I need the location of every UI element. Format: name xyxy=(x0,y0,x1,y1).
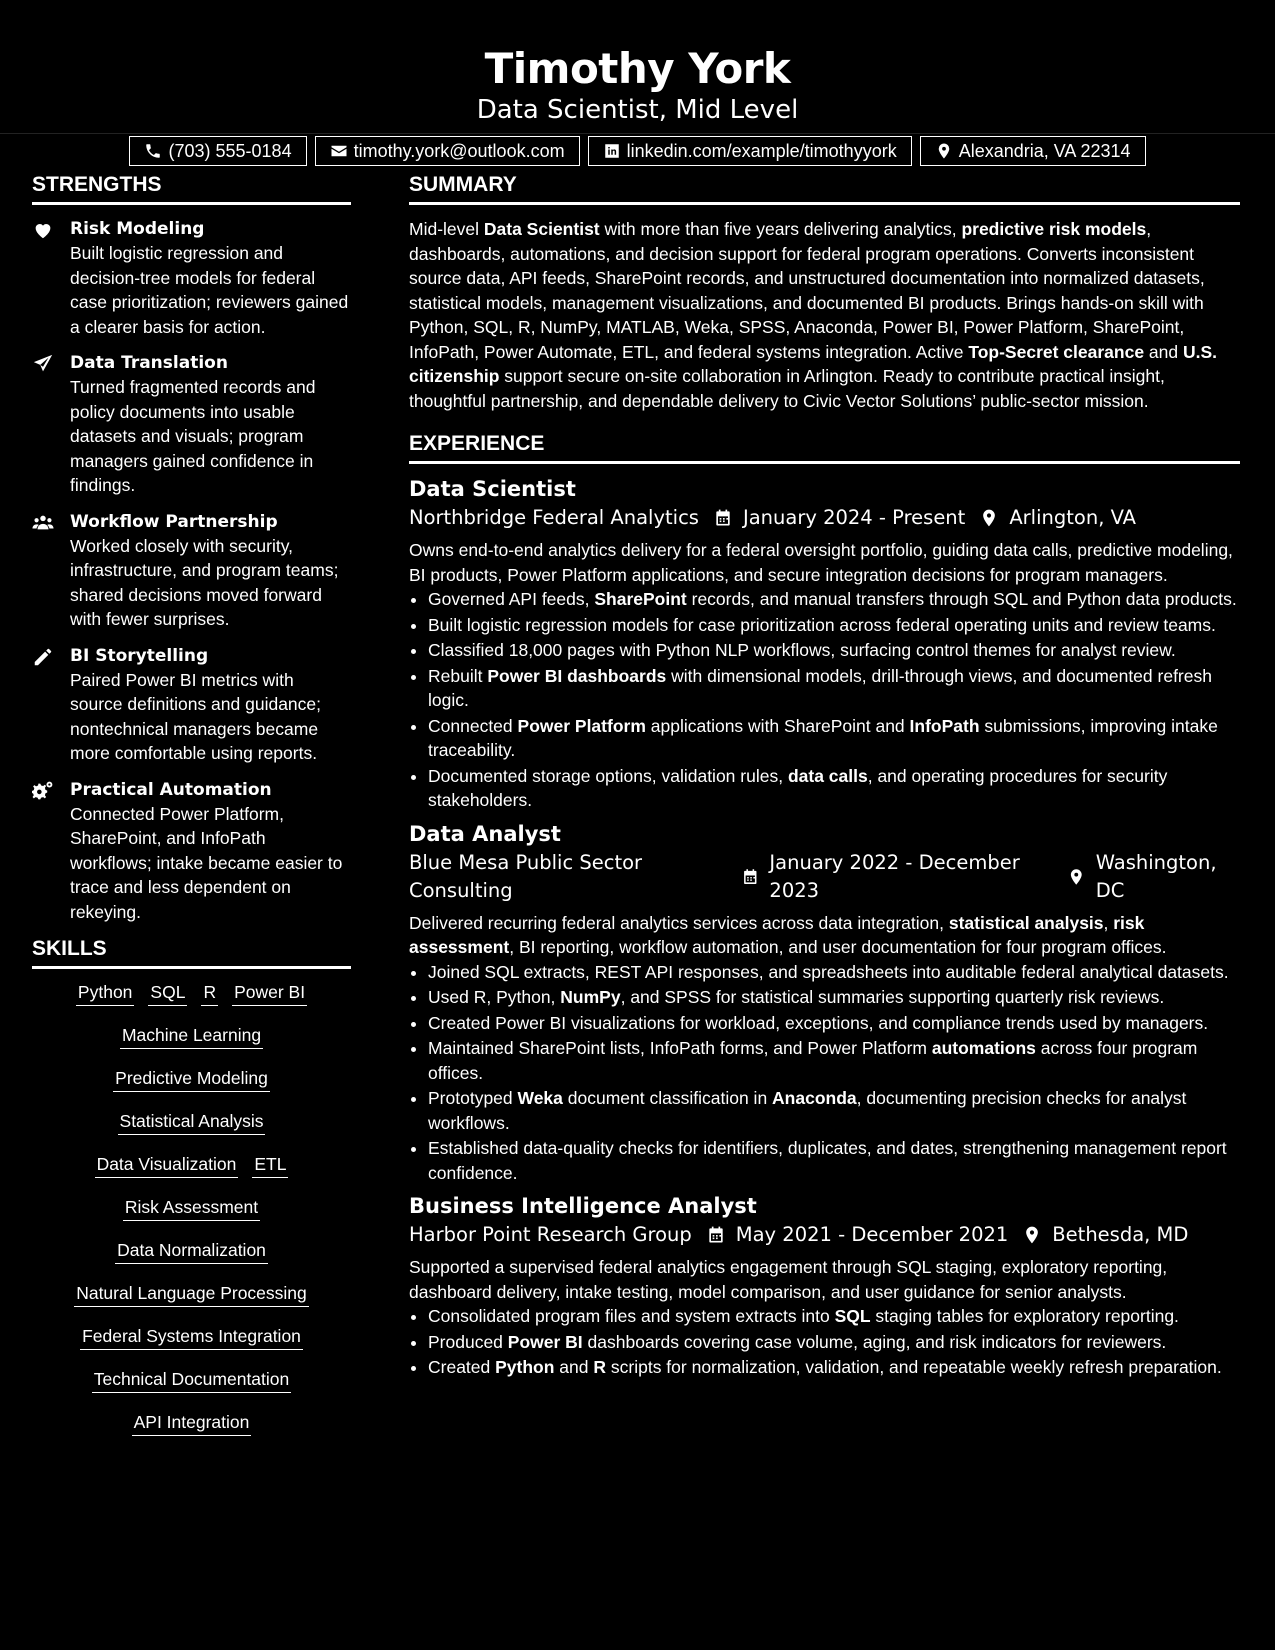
skills-row xyxy=(32,1411,351,1436)
job-meta xyxy=(409,849,1240,905)
job-bullet xyxy=(428,664,1240,713)
bold-text: InfoPath xyxy=(909,715,980,736)
strength-icon-wrap xyxy=(32,778,70,925)
job-title: Data Scientist xyxy=(409,477,576,501)
job-dates: January 2022 - December 2023 xyxy=(769,850,1020,902)
job-bullet xyxy=(428,1036,1240,1085)
gears-icon xyxy=(32,780,54,802)
skills-row xyxy=(32,1110,351,1135)
strength-title: Workflow Partnership xyxy=(70,511,278,532)
job-intro xyxy=(409,1255,1240,1304)
bold-text: Python xyxy=(495,1357,555,1377)
contact-location[interactable] xyxy=(920,136,1146,166)
contact-email[interactable] xyxy=(315,136,580,166)
bold-text: Weka xyxy=(517,1088,563,1108)
job-title: Business Intelligence Analyst xyxy=(409,1194,757,1218)
bold-text: R xyxy=(593,1357,607,1377)
skill-tag: Risk Assessment xyxy=(123,1196,260,1221)
text-segment: Created xyxy=(428,1357,496,1377)
text-segment: Established data-quality checks for identifiers, duplicates, and dates, strengthening management report confidence. xyxy=(428,1138,1227,1183)
job-location: Bethesda, MD xyxy=(1052,1223,1189,1246)
text-segment: Produced xyxy=(428,1331,508,1352)
skill-tag: Predictive Modeling xyxy=(113,1067,270,1092)
job-title: Data Analyst xyxy=(409,821,561,846)
job-intro xyxy=(409,538,1240,587)
text-segment: Mid-level xyxy=(409,219,484,239)
text-segment: submissions, improving intake traceability. xyxy=(428,715,1218,760)
text-segment: Owns end-to-end analytics delivery for a federal oversight portfolio, guiding data calls, predictive modeling, BI products, Power Platform applications, and secure integration decisions for program managers. xyxy=(409,540,1233,585)
job-bullet xyxy=(428,638,1240,663)
job-entry xyxy=(409,821,1240,1186)
strength-icon-wrap xyxy=(32,351,70,498)
skill-tag: SQL xyxy=(148,981,187,1006)
bold-text: Power BI dashboards xyxy=(487,665,667,686)
job-bullet xyxy=(428,1011,1240,1036)
skill-tag: Data Visualization xyxy=(95,1153,239,1178)
skills-row xyxy=(32,1067,351,1092)
text-segment: , and operating procedures for security stakeholders. xyxy=(428,765,1168,810)
bold-text: Anaconda xyxy=(772,1088,857,1108)
strength-icon-wrap xyxy=(32,217,70,339)
experience-heading: EXPERIENCE xyxy=(409,431,1240,464)
resume-header xyxy=(0,0,1275,161)
text-segment: Documented storage options, validation rules, xyxy=(428,765,788,786)
text-segment: with more than five years delivering analytics, xyxy=(599,219,962,239)
linkedin-icon xyxy=(603,142,621,160)
contact-location-text: Alexandria, VA 22314 xyxy=(958,141,1131,161)
strength-title: BI Storytelling xyxy=(70,645,209,666)
heart-icon xyxy=(32,219,54,241)
bold-text: NumPy xyxy=(560,987,621,1007)
skills-row xyxy=(32,1196,351,1221)
text-segment: Connected xyxy=(428,715,518,736)
bold-text: predictive risk models xyxy=(961,219,1147,239)
strength-desc: Worked closely with security, infrastructure, and program teams; shared decisions moved forward with fewer surprises. xyxy=(70,535,339,629)
text-segment: support secure on-site collaboration in Arlington. Ready to contribute practical insight, thoughtful partnership, and dependable delivery to Civic Vector Solutions’ public-sector mission. xyxy=(409,366,1165,411)
skill-tag: Federal Systems Integration xyxy=(80,1325,303,1350)
text-segment: , BI reporting, workflow automation, and user documentation for four program offices. xyxy=(509,937,1167,957)
text-segment: Delivered recurring federal analytics services across data integration, xyxy=(409,912,949,933)
bold-text: statistical analysis xyxy=(948,912,1104,933)
job-bullet xyxy=(428,764,1240,813)
skill-tag: Python xyxy=(76,981,134,1006)
map-pin-icon xyxy=(1067,867,1086,887)
text-segment: , documenting precision checks for analyst workflows. xyxy=(428,1088,1187,1133)
resume-body xyxy=(0,172,1275,1436)
text-segment: Used R, Python, xyxy=(428,987,561,1007)
envelope-icon xyxy=(330,142,348,160)
skills-row xyxy=(32,1282,351,1307)
text-segment: records, and manual transfers through SQL and Python data products. xyxy=(686,589,1237,609)
text-segment: Joined SQL extracts, REST API responses, and spreadsheets into auditable federal analytical datasets. xyxy=(428,961,1229,982)
text-segment: staging tables for exploratory reporting. xyxy=(870,1306,1179,1326)
right-column xyxy=(409,172,1240,1436)
text-segment: Created Power BI visualizations for workload, exceptions, and compliance trends used by managers. xyxy=(428,1012,1209,1033)
text-segment: Built logistic regression models for case prioritization across federal operating units and review teams. xyxy=(428,614,1216,635)
skill-tag: R xyxy=(201,981,218,1006)
strength-title: Practical Automation xyxy=(70,779,272,800)
contact-linkedin[interactable] xyxy=(588,136,912,166)
text-segment: applications with SharePoint and xyxy=(645,715,910,736)
strengths-heading: STRENGTHS xyxy=(32,172,351,205)
skill-tag: Statistical Analysis xyxy=(118,1110,266,1135)
skills-row xyxy=(32,1368,351,1393)
text-segment: and xyxy=(554,1357,594,1377)
skill-tag: Natural Language Processing xyxy=(74,1282,309,1307)
text-segment: Maintained SharePoint lists, InfoPath forms, and Power Platform xyxy=(428,1038,932,1058)
job-meta xyxy=(409,504,1240,532)
skills-row xyxy=(32,981,351,1006)
contact-email-text: timothy.york@outlook.com xyxy=(353,141,565,161)
job-bullets xyxy=(409,1304,1240,1380)
skill-tag: ETL xyxy=(252,1153,288,1178)
job-dates: January 2024 - Present xyxy=(742,506,966,529)
job-intro xyxy=(409,911,1240,960)
skills-row xyxy=(32,1153,351,1178)
text-segment: , and SPSS for statistical summaries supporting quarterly risk reviews. xyxy=(620,987,1165,1007)
job-bullets xyxy=(409,587,1240,813)
text-segment: Rebuilt xyxy=(428,665,488,686)
strength-desc: Built logistic regression and decision-tree models for federal case prioritization; reviewers gained a clearer basis for action. xyxy=(70,243,349,337)
job-meta xyxy=(409,1221,1240,1249)
job-bullet xyxy=(428,985,1240,1010)
map-pin-icon xyxy=(979,508,999,528)
skill-tag: API Integration xyxy=(132,1411,252,1436)
candidate-name: Timothy York xyxy=(484,44,791,93)
contact-bar xyxy=(0,136,1275,166)
strength-icon-wrap xyxy=(32,644,70,766)
bold-text: risk assessment xyxy=(409,912,1145,957)
job-location: Arlington, VA xyxy=(1009,506,1137,529)
strength-desc: Paired Power BI metrics with source definitions and guidance; nontechnical managers became more comfortable using reports. xyxy=(70,669,322,763)
bold-text: automations xyxy=(931,1038,1036,1058)
job-bullet xyxy=(428,1136,1240,1185)
map-pin-icon xyxy=(935,142,953,160)
strength-title: Risk Modeling xyxy=(70,219,205,239)
job-bullet xyxy=(428,1086,1240,1135)
skills-heading: SKILLS xyxy=(32,936,351,969)
map-pin-icon xyxy=(1022,1225,1042,1245)
job-bullet xyxy=(428,1330,1240,1355)
job-bullets xyxy=(409,960,1240,1186)
text-segment: and xyxy=(1144,341,1183,362)
job-company: Blue Mesa Public Sector Consulting xyxy=(409,850,643,902)
text-segment: with dimensional models, drill-through views, and documented refresh logic. xyxy=(428,665,1212,710)
job-company: Northbridge Federal Analytics xyxy=(409,506,699,529)
skill-tag: Technical Documentation xyxy=(92,1368,292,1393)
calendar-icon xyxy=(706,1225,726,1245)
job-dates: May 2021 - December 2021 xyxy=(735,1223,1009,1246)
skill-tag: Machine Learning xyxy=(120,1024,263,1049)
bold-text: U.S. citizenship xyxy=(409,341,1218,386)
text-segment: , dashboards, automations, and decision support for federal program operations. Converts inconsistent source data, API feeds, SharePoint records, and unstructured documentation into normalized datasets, statistical models, management visualizations, and documented BI products. Brings hands-on skill with Python, SQL, R, NumPy, MATLAB, Weka, SPSS, Anaconda, Power BI, Power Platform, SharePoint, InfoPath, Power Automate, ETL, and federal systems integration. Active xyxy=(409,219,1205,362)
contact-linkedin-text: linkedin.com/example/timothyyork xyxy=(626,141,897,161)
job-bullet xyxy=(428,587,1240,612)
candidate-title: Data Scientist, Mid Level xyxy=(476,95,799,125)
job-bullet xyxy=(428,1355,1240,1380)
text-segment: dashboards covering case volume, aging, and risk indicators for reviewers. xyxy=(582,1331,1167,1352)
strength-icon-wrap xyxy=(32,510,70,632)
bold-text: Power Platform xyxy=(517,715,646,736)
strength-item xyxy=(32,778,351,925)
strength-title: Data Translation xyxy=(70,353,228,373)
skill-tag: Data Normalization xyxy=(115,1239,268,1264)
skills-row xyxy=(32,1024,351,1049)
job-bullet xyxy=(428,960,1240,985)
users-icon xyxy=(32,512,54,534)
strength-desc: Connected Power Platform, SharePoint, and InfoPath workflows; intake became easier to trace and less dependent on rekeying. xyxy=(70,803,343,922)
job-entry xyxy=(409,476,1240,813)
bold-text: SharePoint xyxy=(594,589,687,609)
job-entry xyxy=(409,1193,1240,1380)
text-segment: Prototyped xyxy=(428,1088,518,1108)
job-bullet xyxy=(428,1304,1240,1329)
contact-phone[interactable] xyxy=(129,136,306,166)
text-segment: Governed API feeds, xyxy=(428,589,595,609)
strength-item xyxy=(32,644,351,766)
bold-text: Data Scientist xyxy=(483,219,600,239)
phone-icon xyxy=(144,142,162,160)
job-bullet xyxy=(428,613,1240,638)
strength-item xyxy=(32,217,351,339)
left-column xyxy=(32,172,351,1436)
text-segment: across four program offices. xyxy=(428,1038,1198,1083)
bold-text: SQL xyxy=(834,1306,871,1326)
pencil-icon xyxy=(32,646,54,668)
text-segment: Classified 18,000 pages with Python NLP workflows, surfacing control themes for analyst review. xyxy=(428,640,1176,660)
skill-tag: Power BI xyxy=(232,981,307,1006)
skills-row xyxy=(32,1325,351,1350)
job-bullet xyxy=(428,714,1240,763)
strength-item xyxy=(32,351,351,498)
bold-text: data calls xyxy=(787,765,868,786)
job-company: Harbor Point Research Group xyxy=(409,1223,692,1246)
calendar-icon xyxy=(741,867,760,887)
bold-text: Power BI xyxy=(507,1331,583,1352)
text-segment: Supported a supervised federal analytics engagement through SQL staging, exploratory reporting, dashboard delivery, intake testing, model comparison, and user guidance for senior analysts. xyxy=(409,1257,1168,1302)
text-segment: Consolidated program files and system extracts into xyxy=(428,1306,835,1326)
job-location: Washington, DC xyxy=(1095,850,1217,902)
text-segment: document classification in xyxy=(562,1088,773,1108)
contact-phone-text: (703) 555-0184 xyxy=(168,141,292,161)
paper-plane-icon xyxy=(32,353,54,375)
strength-item xyxy=(32,510,351,632)
calendar-icon xyxy=(713,508,733,528)
strengths-list xyxy=(32,217,351,924)
summary-text xyxy=(409,217,1240,413)
text-segment: , xyxy=(1103,912,1114,933)
skills-list xyxy=(32,981,351,1436)
bold-text: Top-Secret clearance xyxy=(968,341,1145,362)
summary-heading: SUMMARY xyxy=(409,172,1240,205)
strength-desc: Turned fragmented records and policy documents into usable datasets and visuals; program managers gained confidence in findings. xyxy=(70,377,316,495)
skills-row xyxy=(32,1239,351,1264)
jobs-list xyxy=(409,476,1240,1380)
text-segment: scripts for normalization, validation, and repeatable weekly refresh preparation. xyxy=(606,1357,1222,1377)
